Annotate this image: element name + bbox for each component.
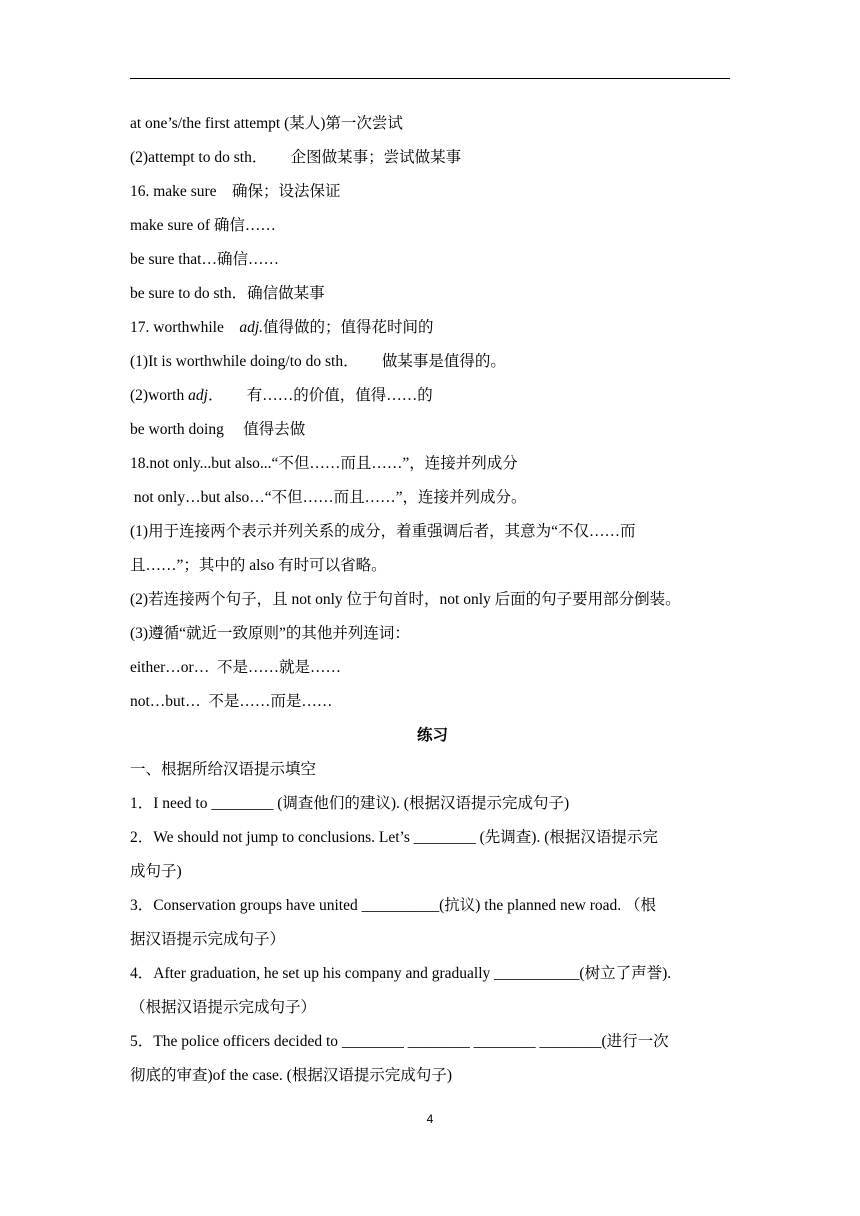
page-number: 4 (426, 1112, 434, 1126)
text-line: 18.not only...but also...“不但……而且……”，连接并列成分 (130, 455, 518, 472)
section-heading: 一、根据所给汉语提示填空 (130, 761, 317, 778)
text-line: not…but… 不是……而是…… (130, 693, 333, 710)
text-line: (1)用于连接两个表示并列关系的成分，着重强调后者，其意为“不仅……而 (130, 523, 636, 540)
text-line (130, 379, 735, 413)
text-line: (1)It is worthwhile doing/to do sth． 做某事是值得的。 (130, 353, 506, 370)
text-line: (3)遵循“就近一致原则”的其他并列连词： (130, 625, 410, 642)
question-2-cont: 成句子) (130, 863, 182, 880)
text-line: be sure that…确信…… (130, 251, 279, 268)
text-run: ． 有……的价值，值得……的 (207, 387, 433, 404)
text-run: (2)worth (130, 387, 189, 404)
text-line: at one’s/the first attempt (某人)第一次尝试 (130, 115, 403, 132)
question-1: 1．I need to ________ (调查他们的建议). (根据汉语提示完成句子) (130, 795, 570, 812)
text-line: make sure of 确信…… (130, 217, 276, 234)
text-line: 且……”；其中的 also 有时可以省略。 (130, 557, 387, 574)
text-line: (2)attempt to do sth． 企图做某事；尝试做某事 (130, 149, 462, 166)
text-line: (2)若连接两个句子，且 not only 位于句首时，not only 后面的句子要用部分倒装。 (130, 591, 681, 608)
document-body (130, 107, 735, 1093)
text-run: 值得做的；值得花时间的 (263, 319, 434, 336)
text-run: 17. worthwhile (130, 319, 240, 336)
question-2: 2．We should not jump to conclusions. Let’s ________ (先调查). (根据汉语提示完 (130, 829, 658, 846)
italic-pos: adj. (239, 319, 264, 336)
exercise-title: 练习 (416, 727, 448, 744)
question-4: 4．After graduation, he set up his company and gradually ___________(树立了声誉). (130, 965, 672, 982)
question-5: 5．The police officers decided to ________ ________ ________ ________(进行一次 (130, 1033, 669, 1050)
italic-pos: adj (188, 387, 208, 404)
question-5-cont: 彻底的审查)of the case. (根据汉语提示完成句子) (130, 1067, 453, 1084)
text-line: 16. make sure 确保；设法保证 (130, 183, 341, 200)
header-rule (130, 78, 730, 79)
question-3: 3．Conservation groups have united __________(抗议) the planned new road. （根 (130, 897, 657, 914)
text-line: be worth doing 值得去做 (130, 421, 306, 438)
question-3-cont: 据汉语提示完成句子） (130, 931, 286, 948)
text-line: either…or… 不是……就是…… (130, 659, 341, 676)
question-4-cont: （根据汉语提示完成句子） (130, 999, 317, 1016)
text-line: not only…but also…“不但……而且……”，连接并列成分。 (130, 489, 527, 506)
text-line: be sure to do sth．确信做某事 (130, 285, 325, 302)
text-line (130, 311, 735, 345)
